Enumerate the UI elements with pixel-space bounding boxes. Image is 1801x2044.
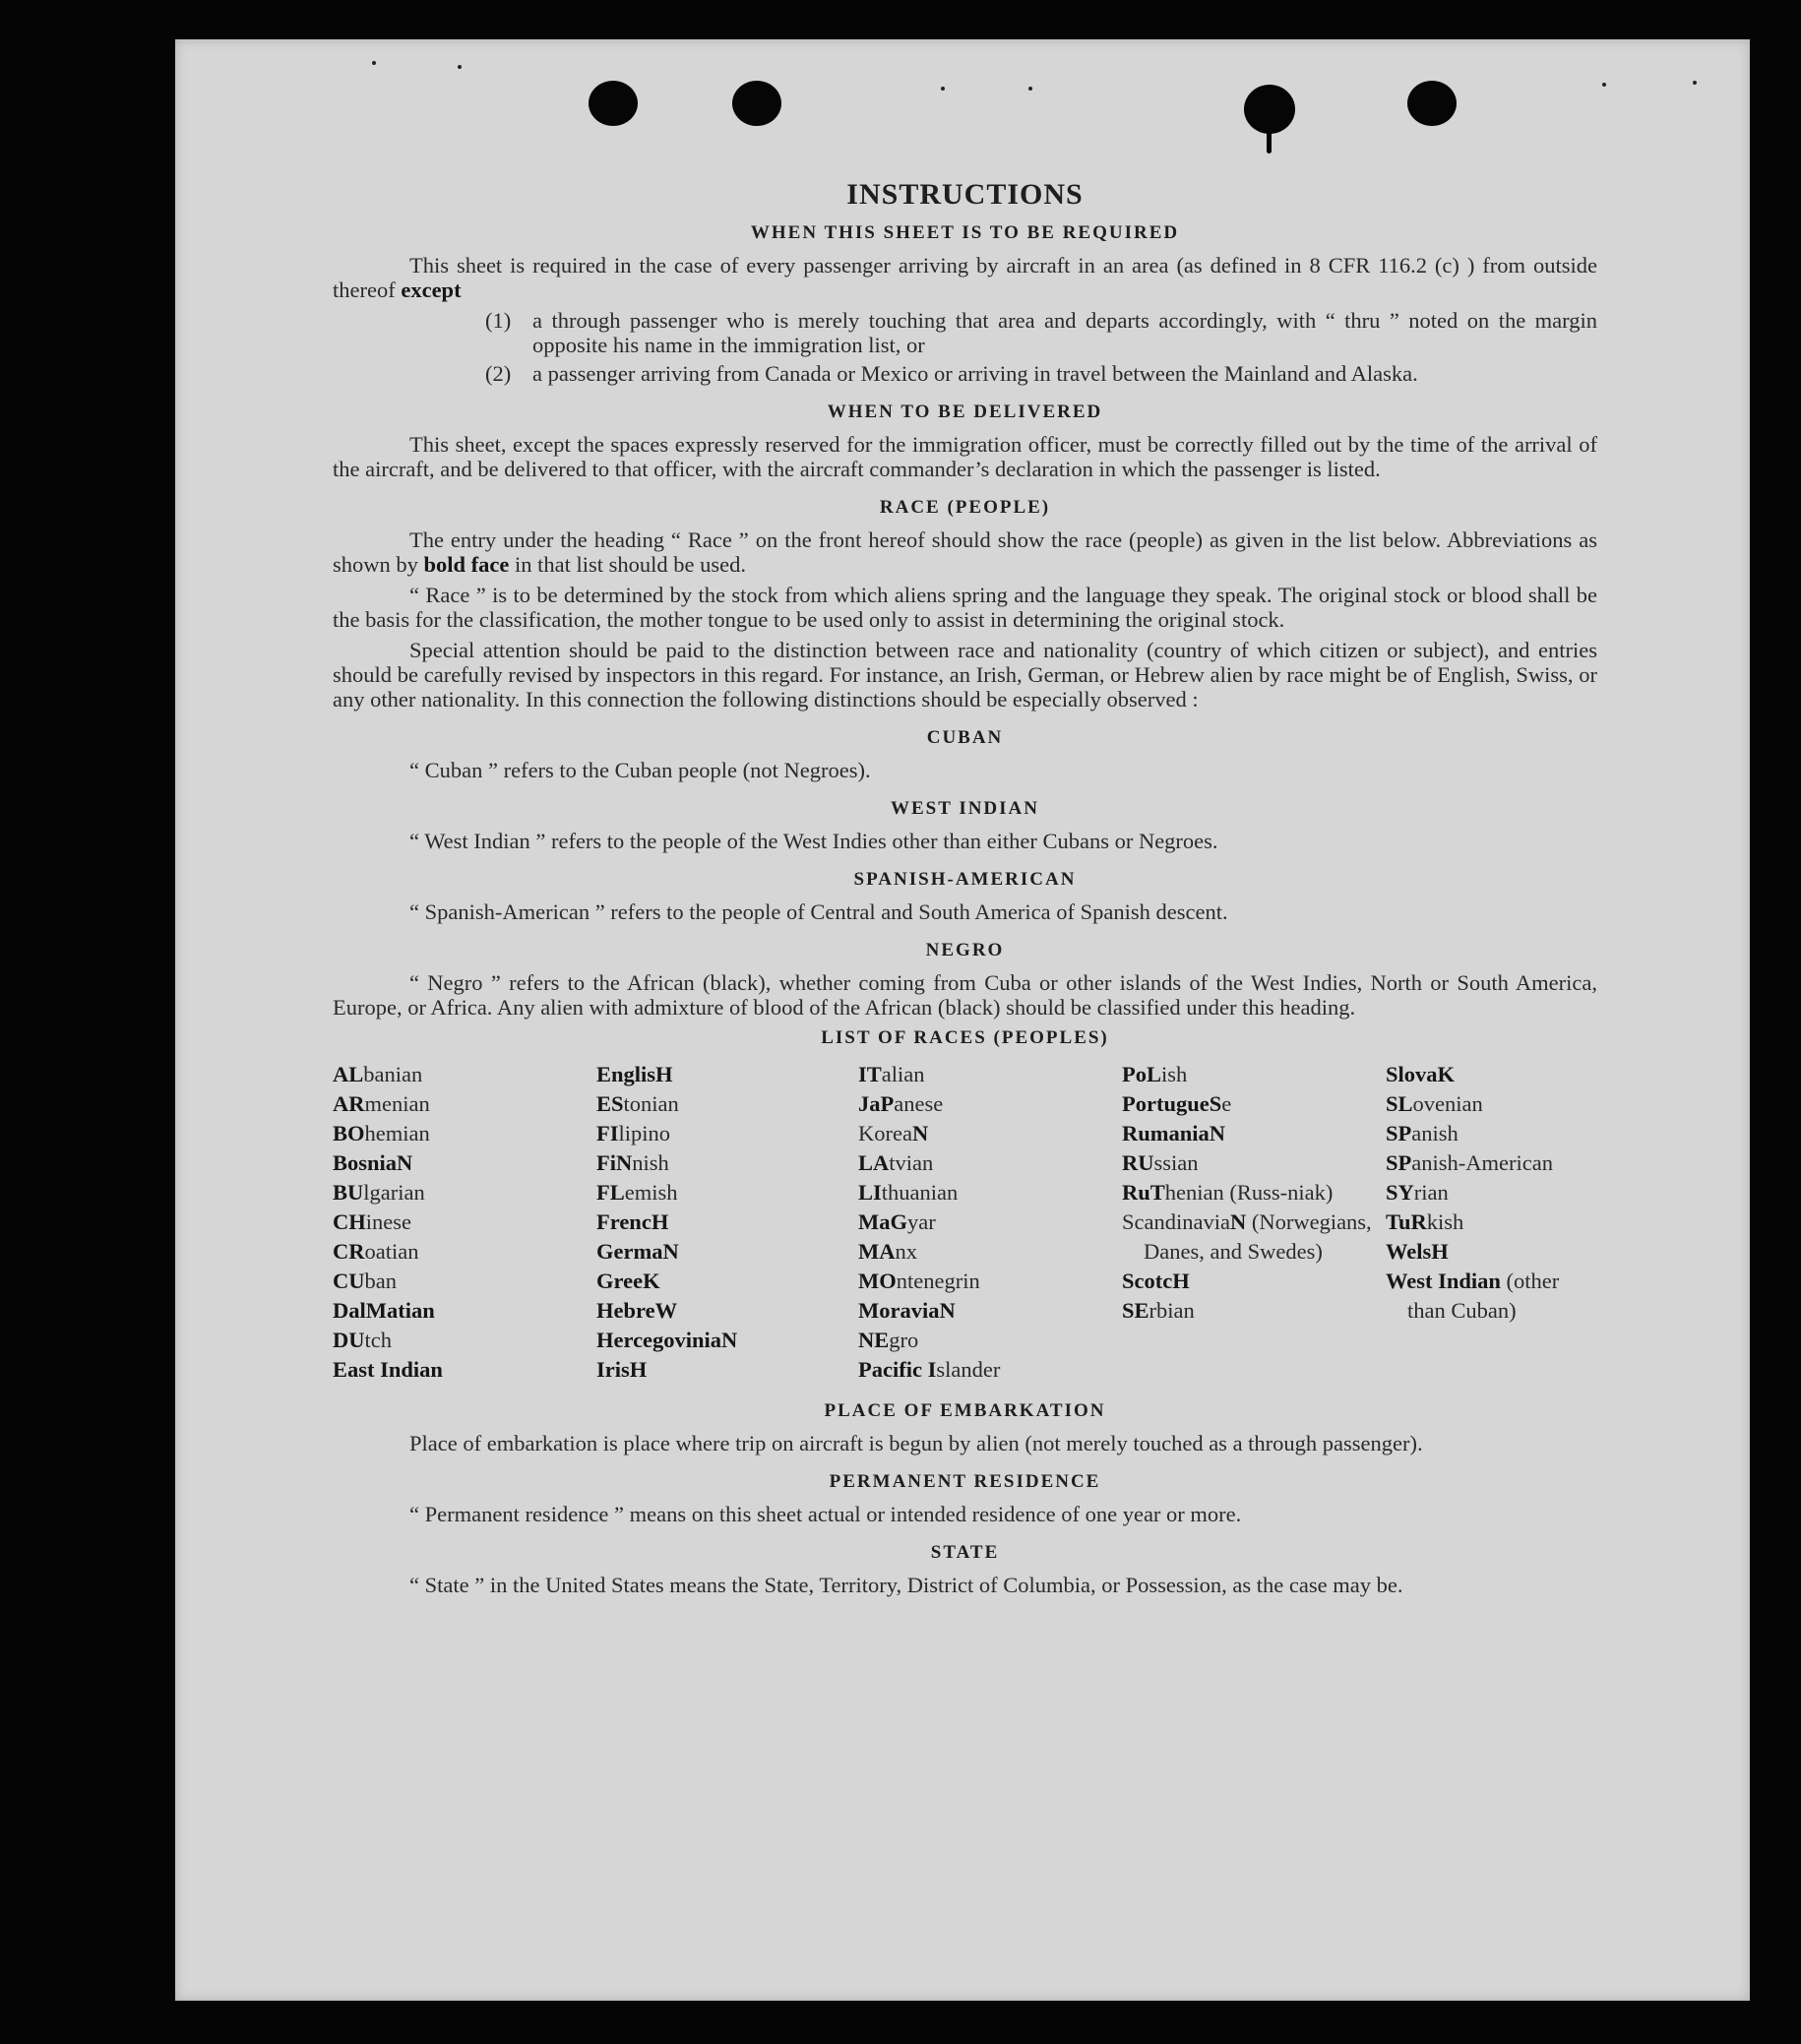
race-entry bbox=[333, 1296, 596, 1326]
negro-paragraph: “ Negro ” refers to the African (black), whether coming from Cuba or other islands of the West Indies, North or South America, Europe, or Africa. Any alien with admixture of blood of the African (black) should be classified under this heading. bbox=[333, 970, 1597, 1020]
race-abbreviation: BU bbox=[333, 1180, 364, 1205]
race-entry bbox=[1386, 1208, 1597, 1237]
race-name-text: ssian bbox=[1153, 1150, 1199, 1175]
race-name-text: anish bbox=[1411, 1121, 1459, 1146]
speck bbox=[1693, 81, 1697, 85]
race-name-text: oatian bbox=[364, 1239, 419, 1264]
races-column bbox=[333, 1060, 596, 1385]
races-column bbox=[1386, 1060, 1597, 1385]
race-entry bbox=[858, 1208, 1122, 1237]
race-abbreviation: N bbox=[662, 1239, 679, 1264]
race-entry bbox=[596, 1060, 858, 1089]
race-entry bbox=[596, 1296, 858, 1326]
race-abbreviation: Germa bbox=[596, 1239, 663, 1264]
residence-paragraph: “ Permanent residence ” means on this sheet actual or intended residence of one year or more. bbox=[409, 1502, 1242, 1526]
speck bbox=[941, 87, 945, 91]
race-entry bbox=[1386, 1060, 1597, 1089]
race-abbreviation: N bbox=[911, 1121, 929, 1146]
race-paragraph-3: Special attention should be paid to the distinction between race and nationality (country of which citizen or subject), and entries should be carefully revised by inspectors in this regard. For instance, an Irish, German, or Hebrew alien by race might be of English, Swiss, or any other nationality. In this connection the following distinctions should be especially observed : bbox=[333, 638, 1597, 712]
race-name-text: nx bbox=[895, 1239, 917, 1264]
race-abbreviation: Hebre bbox=[596, 1298, 655, 1323]
required-paragraph bbox=[333, 253, 1597, 302]
race-abbreviation: MO bbox=[858, 1269, 897, 1293]
race-name-text: anese bbox=[894, 1091, 944, 1116]
race-abbreviation: CH bbox=[333, 1209, 366, 1234]
exception-item-2 bbox=[333, 361, 1597, 386]
race-name-text: tvian bbox=[889, 1150, 934, 1175]
race-p1-text-end: in that list should be used. bbox=[515, 552, 747, 577]
race-name-text: ish bbox=[1161, 1062, 1188, 1086]
west-indian-paragraph: “ West Indian ” refers to the people of the West Indies other than either Cubans or Negroes. bbox=[409, 829, 1218, 853]
race-entry bbox=[596, 1237, 858, 1267]
race-name-text: thuanian bbox=[881, 1180, 959, 1205]
race-entry bbox=[596, 1208, 858, 1237]
race-abbreviation: RU bbox=[1122, 1150, 1154, 1175]
race-entry bbox=[596, 1178, 858, 1208]
race-abbreviation: DU bbox=[333, 1328, 365, 1352]
races-list bbox=[333, 1060, 1597, 1385]
race-entry bbox=[596, 1119, 858, 1148]
race-abbreviation: CR bbox=[333, 1239, 365, 1264]
race-entry bbox=[333, 1148, 596, 1178]
section-heading-list-of-races: LIST OF RACES (PEOPLES) bbox=[821, 1027, 1109, 1048]
race-entry bbox=[858, 1237, 1122, 1267]
race-entry bbox=[858, 1296, 1122, 1326]
race-abbreviation: SP bbox=[1386, 1121, 1412, 1146]
section-heading-state: STATE bbox=[930, 1542, 1000, 1563]
section-heading-required: WHEN THIS SHEET IS TO BE REQUIRED bbox=[750, 222, 1180, 243]
race-abbreviation: HercegoviniaN bbox=[596, 1328, 738, 1352]
race-abbreviation: SP bbox=[1386, 1150, 1412, 1175]
race-name-text: Korea bbox=[858, 1121, 912, 1146]
race-name-text: (other than Cuban) bbox=[1407, 1269, 1560, 1323]
item-text: a through passenger who is merely touching that area and departs accordingly, with “ thru ” noted on the margin opposite his name in the immigration list, or bbox=[532, 308, 1597, 357]
race-abbreviation: FI bbox=[596, 1121, 619, 1146]
race-abbreviation: RuT bbox=[1122, 1180, 1165, 1205]
state-paragraph: “ State ” in the United States means the State, Territory, District of Columbia, or Possession, as the case may be. bbox=[409, 1573, 1403, 1597]
races-column bbox=[1122, 1060, 1386, 1385]
race-entry bbox=[1122, 1267, 1386, 1296]
race-entry bbox=[333, 1060, 596, 1089]
race-entry bbox=[1386, 1178, 1597, 1208]
race-abbreviation: PoL bbox=[1122, 1062, 1162, 1086]
race-entry bbox=[1386, 1237, 1597, 1267]
race-entry bbox=[333, 1267, 596, 1296]
race-abbreviation: PortugueS bbox=[1122, 1091, 1222, 1116]
race-p1-bold: bold face bbox=[423, 552, 510, 577]
race-name-text: (Norwegians, Danes, and Swedes) bbox=[1144, 1209, 1372, 1264]
punch-hole bbox=[589, 81, 638, 126]
race-abbreviation: AL bbox=[333, 1062, 364, 1086]
race-entry bbox=[596, 1148, 858, 1178]
spanish-american-paragraph: “ Spanish-American ” refers to the people of Central and South America of Spanish descent. bbox=[409, 899, 1228, 924]
race-abbreviation: Pacific I bbox=[858, 1357, 937, 1382]
race-entry bbox=[1122, 1296, 1386, 1326]
punch-hole bbox=[1407, 81, 1457, 126]
race-abbreviation: WelsH bbox=[1386, 1239, 1449, 1264]
race-paragraph-2: “ Race ” is to be determined by the stock from which aliens spring and the language they speak. The original stock or blood shall be the basis for the classification, the mother tongue to be used only to assist in determining the original stock. bbox=[333, 583, 1597, 632]
cuban-paragraph: “ Cuban ” refers to the Cuban people (not Negroes). bbox=[409, 758, 871, 782]
section-heading-embarkation: PLACE OF EMBARKATION bbox=[824, 1400, 1106, 1421]
race-entry bbox=[596, 1355, 858, 1385]
race-entry bbox=[1386, 1089, 1597, 1119]
item-number: (2) bbox=[485, 361, 512, 386]
race-abbreviation: Gree bbox=[596, 1269, 644, 1293]
document-page bbox=[175, 39, 1750, 2001]
race-abbreviation: JaP bbox=[858, 1091, 895, 1116]
race-abbreviation: Bosnia bbox=[333, 1150, 398, 1175]
race-abbreviation: CU bbox=[333, 1269, 365, 1293]
race-entry bbox=[1386, 1267, 1597, 1326]
race-abbreviation: ScotcH bbox=[1122, 1269, 1190, 1293]
race-name-text: rbian bbox=[1149, 1298, 1195, 1323]
speck bbox=[372, 61, 376, 65]
document-title: INSTRUCTIONS bbox=[846, 178, 1084, 211]
race-name-text: banian bbox=[363, 1062, 423, 1086]
race-abbreviation: LA bbox=[858, 1150, 890, 1175]
race-entry bbox=[1122, 1060, 1386, 1089]
instructions-content bbox=[333, 178, 1597, 1603]
race-entry bbox=[858, 1267, 1122, 1296]
race-p1-text: The entry under the heading “ Race ” on the front hereof should show the race (people) as given in the list below. Abbreviations as shown by bbox=[333, 527, 1597, 577]
race-abbreviation: MaG bbox=[858, 1209, 907, 1234]
section-heading-negro: NEGRO bbox=[925, 940, 1005, 960]
races-column bbox=[596, 1060, 858, 1385]
race-entry bbox=[333, 1178, 596, 1208]
race-name-text: tonian bbox=[623, 1091, 679, 1116]
race-abbreviation: N bbox=[397, 1150, 413, 1175]
race-name-text: menian bbox=[364, 1091, 430, 1116]
race-name-text: lgarian bbox=[363, 1180, 425, 1205]
race-name-text: Scandinavia bbox=[1122, 1209, 1230, 1234]
speck bbox=[458, 65, 462, 69]
race-entry bbox=[1122, 1089, 1386, 1119]
race-name-text: gro bbox=[889, 1328, 919, 1352]
race-abbreviation: FL bbox=[596, 1180, 625, 1205]
race-entry bbox=[858, 1060, 1122, 1089]
race-abbreviation: SlovaK bbox=[1386, 1062, 1456, 1086]
race-entry bbox=[333, 1326, 596, 1355]
race-entry bbox=[1122, 1208, 1386, 1267]
delivered-paragraph: This sheet, except the spaces expressly reserved for the immigration officer, must be correctly filled out by the time of the arrival of the aircraft, and be delivered to that officer, with the aircraft commander’s declaration in which the passenger is listed. bbox=[333, 432, 1597, 481]
race-name-text: e bbox=[1221, 1091, 1232, 1116]
race-abbreviation: FiN bbox=[596, 1150, 633, 1175]
race-name-text: ntenegrin bbox=[896, 1269, 980, 1293]
race-abbreviation: IT bbox=[858, 1062, 882, 1086]
race-abbreviation: H bbox=[655, 1062, 673, 1086]
race-abbreviation: IrisH bbox=[596, 1357, 648, 1382]
required-intro: This sheet is required in the case of every passenger arriving by aircraft in an area (as defined in 8 CFR 116.2 (c) ) from outside thereof bbox=[333, 253, 1597, 302]
race-name-text: ovenian bbox=[1412, 1091, 1483, 1116]
race-name-text: yar bbox=[907, 1209, 936, 1234]
race-entry bbox=[333, 1119, 596, 1148]
race-name-text: kish bbox=[1426, 1209, 1464, 1234]
race-abbreviation: MoraviaN bbox=[858, 1298, 956, 1323]
race-name-text: emish bbox=[624, 1180, 678, 1205]
race-abbreviation: BO bbox=[333, 1121, 365, 1146]
race-abbreviation: West Indian bbox=[1386, 1269, 1501, 1293]
race-entry bbox=[858, 1089, 1122, 1119]
section-heading-delivered: WHEN TO BE DELIVERED bbox=[827, 402, 1103, 422]
race-entry bbox=[1386, 1148, 1597, 1178]
section-heading-race: RACE (PEOPLE) bbox=[879, 497, 1051, 518]
race-name-text: inese bbox=[365, 1209, 411, 1234]
race-entry bbox=[1122, 1178, 1386, 1208]
race-paragraph-1 bbox=[333, 527, 1597, 577]
race-abbreviation: NE bbox=[858, 1328, 890, 1352]
race-entry bbox=[1122, 1148, 1386, 1178]
race-name-text: hemian bbox=[364, 1121, 430, 1146]
race-abbreviation: LI bbox=[858, 1180, 882, 1205]
race-name-text: slander bbox=[936, 1357, 1001, 1382]
race-entry bbox=[333, 1237, 596, 1267]
race-abbreviation: SE bbox=[1122, 1298, 1149, 1323]
section-heading-cuban: CUBAN bbox=[926, 727, 1004, 748]
race-abbreviation: TuR bbox=[1386, 1209, 1427, 1234]
race-name-text: anish-American bbox=[1411, 1150, 1553, 1175]
race-abbreviation: ES bbox=[596, 1091, 624, 1116]
punch-hole bbox=[1244, 85, 1295, 134]
race-entry bbox=[333, 1089, 596, 1119]
speck bbox=[1028, 87, 1032, 91]
race-abbreviation: SY bbox=[1386, 1180, 1414, 1205]
race-name-text: tch bbox=[364, 1328, 392, 1352]
section-heading-spanish-american: SPANISH-AMERICAN bbox=[853, 869, 1077, 890]
embarkation-paragraph: Place of embarkation is place where trip on aircraft is begun by alien (not merely touched as a through passenger). bbox=[409, 1431, 1423, 1456]
race-name-text: alian bbox=[881, 1062, 925, 1086]
race-abbreviation: DalMatian bbox=[333, 1298, 435, 1323]
race-entry bbox=[596, 1326, 858, 1355]
race-name-text: lipino bbox=[618, 1121, 671, 1146]
item-number: (1) bbox=[485, 308, 512, 333]
race-abbreviation: H bbox=[651, 1209, 669, 1234]
race-entry bbox=[858, 1355, 1122, 1385]
race-abbreviation: Frenc bbox=[596, 1209, 652, 1234]
race-abbreviation: Englis bbox=[596, 1062, 656, 1086]
exception-item-1 bbox=[333, 308, 1597, 357]
race-entry bbox=[858, 1148, 1122, 1178]
section-heading-west-indian: WEST INDIAN bbox=[891, 798, 1039, 819]
race-abbreviation: RumaniaN bbox=[1122, 1121, 1226, 1146]
speck bbox=[1602, 83, 1606, 87]
race-abbreviation: MA bbox=[858, 1239, 896, 1264]
section-heading-residence: PERMANENT RESIDENCE bbox=[829, 1471, 1101, 1492]
races-column bbox=[858, 1060, 1122, 1385]
race-entry bbox=[858, 1119, 1122, 1148]
race-entry bbox=[1386, 1119, 1597, 1148]
race-name-text: nish bbox=[632, 1150, 669, 1175]
race-abbreviation: K bbox=[643, 1269, 660, 1293]
race-entry bbox=[858, 1326, 1122, 1355]
race-entry bbox=[596, 1267, 858, 1296]
required-except: except bbox=[401, 278, 462, 302]
item-text: a passenger arriving from Canada or Mexico or arriving in travel between the Mainland and Alaska. bbox=[532, 361, 1418, 386]
race-name-text: henian (Russ-niak) bbox=[1164, 1180, 1334, 1205]
race-abbreviation: AR bbox=[333, 1091, 365, 1116]
race-abbreviation: N bbox=[1229, 1209, 1247, 1234]
race-abbreviation: W bbox=[654, 1298, 678, 1323]
punch-hole bbox=[732, 81, 781, 126]
race-name-text: rian bbox=[1413, 1180, 1449, 1205]
race-entry bbox=[596, 1089, 858, 1119]
race-name-text: ban bbox=[364, 1269, 397, 1293]
race-entry bbox=[333, 1355, 596, 1385]
race-entry bbox=[333, 1208, 596, 1237]
race-abbreviation: East Indian bbox=[333, 1357, 443, 1382]
race-entry bbox=[858, 1178, 1122, 1208]
race-abbreviation: SL bbox=[1386, 1091, 1413, 1116]
race-entry bbox=[1122, 1119, 1386, 1148]
